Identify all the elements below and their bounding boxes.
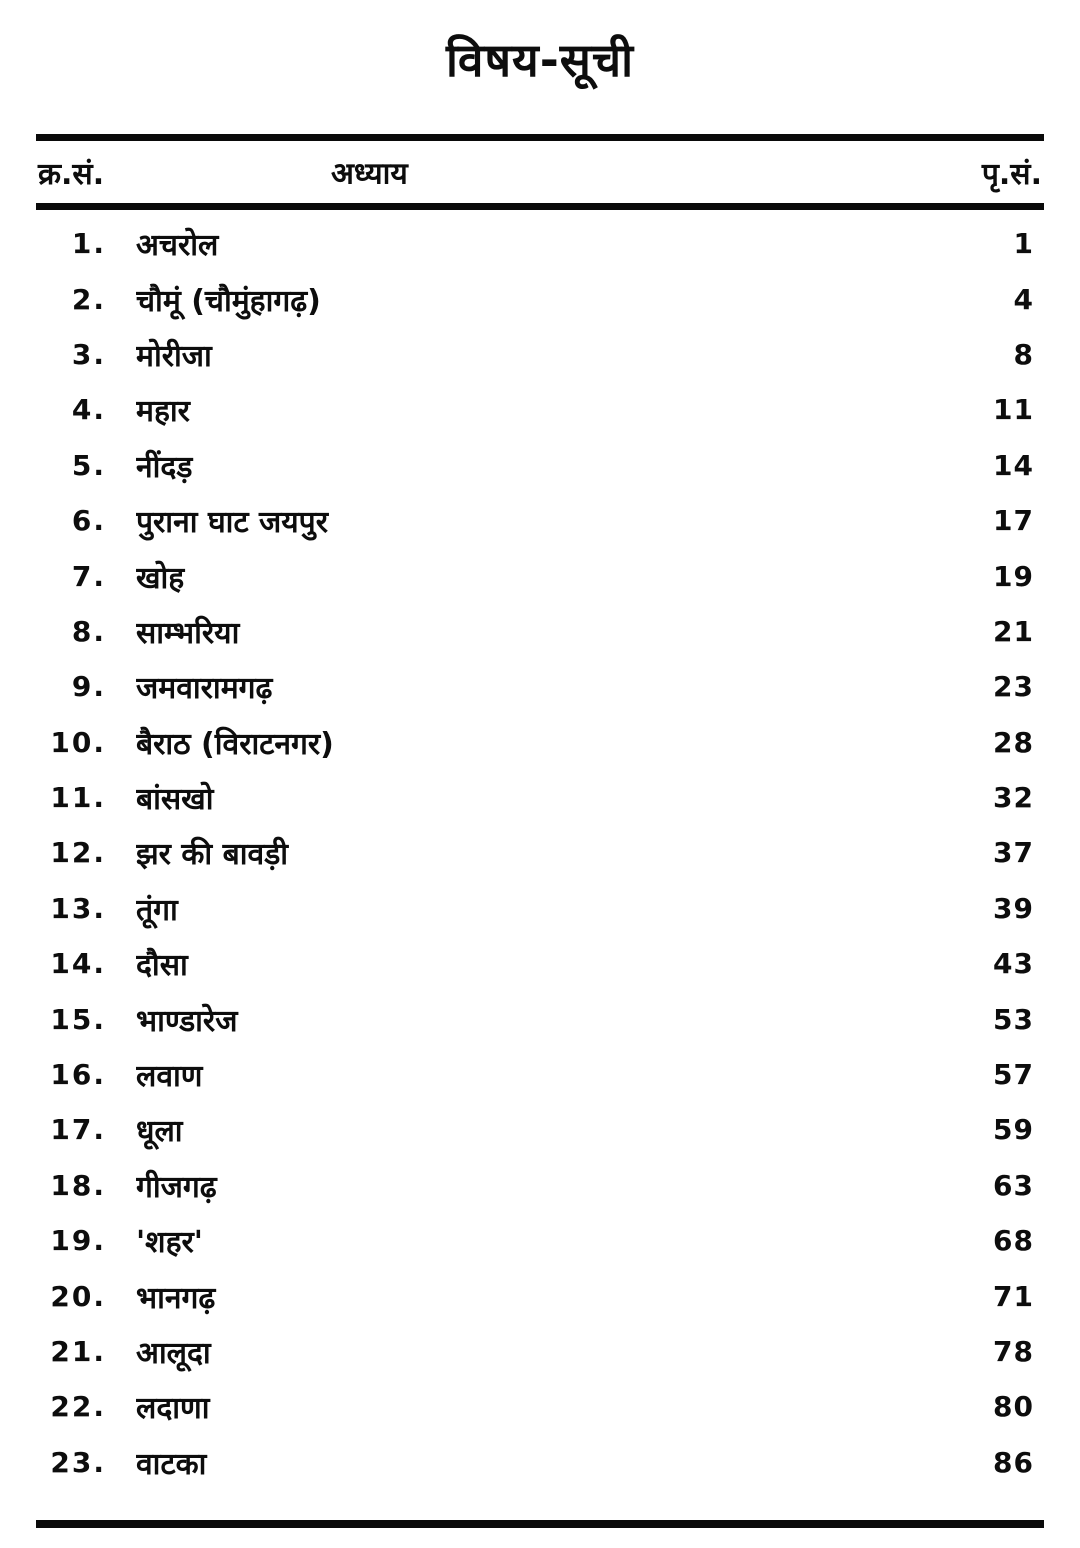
toc-table	[36, 134, 1044, 1528]
row-serial-number: 7.	[71, 559, 106, 593]
row-page-number: 17	[993, 504, 1034, 538]
row-page-number: 78	[993, 1335, 1034, 1368]
table-row	[36, 991, 1044, 1046]
row-page-number: 57	[993, 1058, 1034, 1092]
row-page-number: 37	[993, 836, 1034, 870]
table-row	[36, 271, 1044, 326]
table-row	[36, 438, 1044, 493]
row-serial-number: 20.	[50, 1279, 106, 1313]
table-row	[36, 1324, 1044, 1379]
table-row	[36, 825, 1044, 880]
row-page-number: 59	[993, 1113, 1034, 1147]
page-title: विषय-सूची	[445, 33, 635, 87]
row-chapter-title: महार	[136, 394, 190, 430]
row-chapter-title: चौमूं (चौमुंहागढ़)	[136, 283, 321, 319]
row-page-number: 14	[993, 448, 1034, 482]
row-serial-number: 16.	[50, 1058, 106, 1092]
row-chapter-title: भाण्डारेज	[136, 1003, 238, 1039]
row-serial-number: 4.	[71, 393, 106, 427]
row-page-number: 4	[1013, 282, 1034, 316]
row-serial-number: 14.	[50, 947, 106, 981]
row-serial-number: 22.	[50, 1390, 106, 1424]
row-serial-number: 11.	[50, 781, 106, 815]
table-row	[36, 1158, 1044, 1213]
row-page-number: 71	[993, 1279, 1034, 1313]
table-row	[36, 216, 1044, 271]
row-page-number: 1	[1013, 227, 1034, 261]
table-row	[36, 1047, 1044, 1102]
row-chapter-title: लदाणा	[136, 1391, 210, 1427]
row-page-number: 23	[993, 670, 1034, 704]
row-chapter-title: गीजगढ़	[136, 1169, 217, 1205]
table-header-row	[36, 134, 1044, 210]
table-row	[36, 1379, 1044, 1434]
row-chapter-title: खोह	[136, 560, 185, 596]
table-row	[36, 936, 1044, 991]
row-serial-number: 8.	[71, 614, 106, 648]
row-chapter-title: दौसा	[136, 948, 188, 984]
row-page-number: 21	[993, 614, 1034, 648]
row-page-number: 80	[993, 1390, 1034, 1424]
row-serial-number: 12.	[50, 836, 106, 870]
row-chapter-title: लवाण	[136, 1059, 203, 1095]
table-row	[36, 493, 1044, 548]
row-serial-number: 10.	[50, 725, 106, 759]
row-serial-number: 21.	[50, 1335, 106, 1368]
row-page-number: 43	[993, 947, 1034, 981]
row-serial-number: 19.	[50, 1224, 106, 1258]
row-serial-number: 5.	[71, 448, 106, 482]
row-chapter-title: बैराठ (विराटनगर)	[136, 726, 334, 762]
row-serial-number: 3.	[71, 337, 106, 371]
row-chapter-title: 'शहर'	[136, 1225, 203, 1261]
table-row	[36, 604, 1044, 659]
row-page-number: 68	[993, 1224, 1034, 1258]
row-serial-number: 13.	[50, 891, 106, 925]
row-chapter-title: पुराना घाट जयपुर	[136, 505, 328, 541]
row-chapter-title: अचरोल	[136, 228, 219, 264]
table-row	[36, 1268, 1044, 1323]
row-chapter-title: जमवारामगढ़	[136, 671, 273, 707]
row-serial-number: 15.	[50, 1002, 106, 1036]
row-chapter-title: वाटका	[136, 1446, 207, 1482]
table-row	[36, 327, 1044, 382]
table-row	[36, 1213, 1044, 1268]
row-page-number: 53	[993, 1002, 1034, 1036]
row-page-number: 11	[993, 393, 1034, 427]
row-serial-number: 17.	[50, 1113, 106, 1147]
table-row	[36, 382, 1044, 437]
row-serial-number: 1.	[71, 227, 106, 261]
row-chapter-title: बांसखो	[136, 782, 214, 818]
table-row	[36, 770, 1044, 825]
row-page-number: 32	[993, 781, 1034, 815]
row-serial-number: 18.	[50, 1168, 106, 1202]
table-row	[36, 1102, 1044, 1157]
table-row	[36, 715, 1044, 770]
row-serial-number: 9.	[71, 670, 106, 704]
header-serial-number: क्र.सं.	[38, 156, 105, 192]
row-chapter-title: नींदड़	[136, 449, 193, 485]
row-chapter-title: धूला	[136, 1114, 183, 1150]
header-page-number: पृ.सं.	[981, 156, 1042, 192]
table-row	[36, 659, 1044, 714]
row-chapter-title: मोरीजा	[136, 338, 212, 374]
row-chapter-title: तूंगा	[136, 892, 178, 928]
row-page-number: 39	[993, 891, 1034, 925]
row-serial-number: 2.	[71, 282, 106, 316]
row-serial-number: 6.	[71, 504, 106, 538]
table-body	[36, 210, 1044, 1520]
row-page-number: 8	[1013, 337, 1034, 371]
row-chapter-title: साम्भरिया	[136, 615, 240, 651]
row-chapter-title: झर की बावड़ी	[136, 837, 289, 873]
row-chapter-title: आलूदा	[136, 1336, 211, 1371]
row-page-number: 63	[993, 1168, 1034, 1202]
table-row	[36, 1435, 1044, 1490]
table-row	[36, 881, 1044, 936]
table-row	[36, 548, 1044, 603]
row-serial-number: 23.	[50, 1445, 106, 1479]
row-page-number: 28	[993, 725, 1034, 759]
row-chapter-title: भानगढ़	[136, 1280, 216, 1316]
header-chapter: अध्याय	[331, 156, 408, 192]
row-page-number: 86	[993, 1445, 1034, 1479]
row-page-number: 19	[993, 559, 1034, 593]
